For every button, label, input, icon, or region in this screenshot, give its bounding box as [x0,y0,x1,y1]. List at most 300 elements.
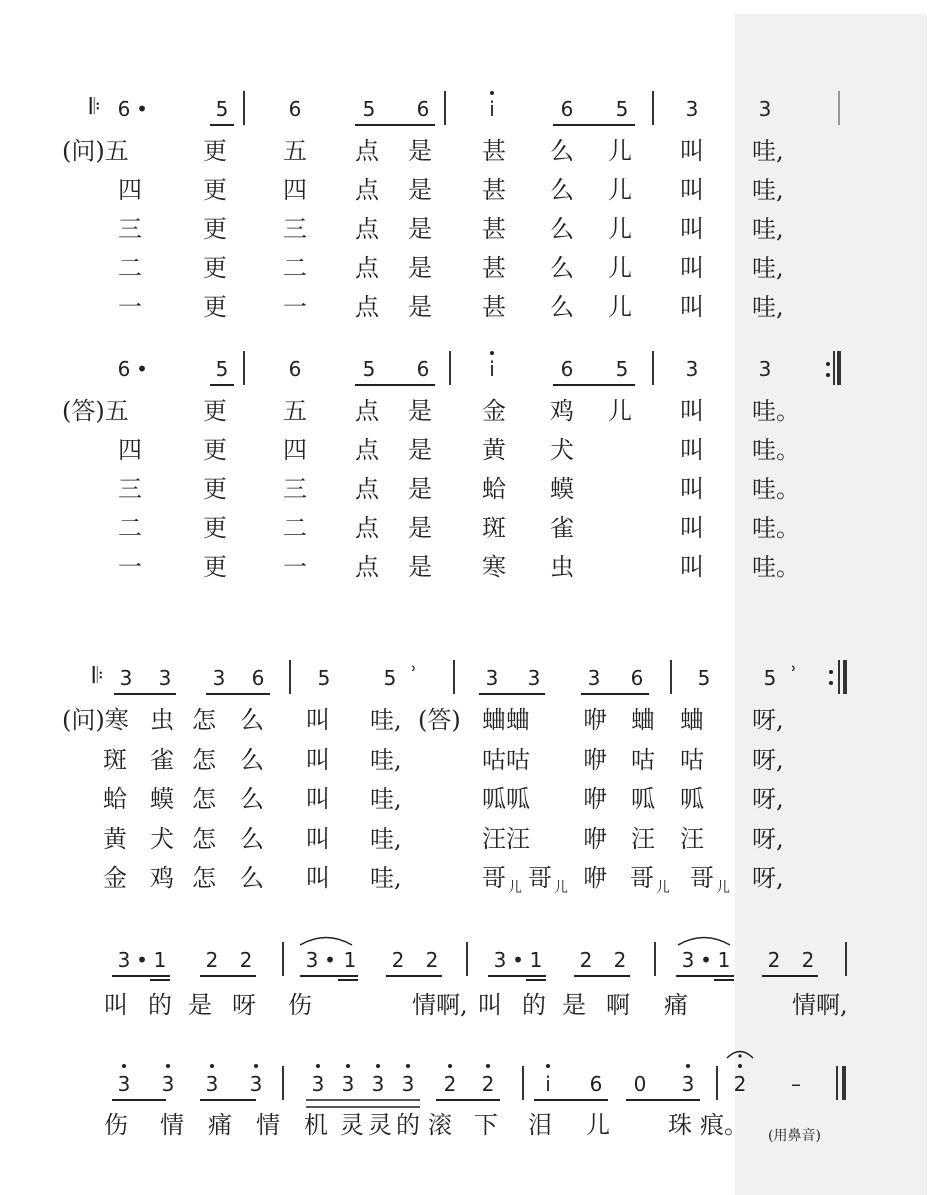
dot: • [136,97,148,121]
lyric: 珠 [668,1111,692,1139]
lyric: 是 [408,176,432,204]
lyric: 咿 [583,824,607,853]
lyric: 怎 [192,745,216,774]
lyric: (答) [418,706,461,734]
note: 1 [153,948,167,972]
note: 3 [758,357,772,381]
lyric: 么 [550,254,574,282]
note: 1 [717,948,731,972]
lyric: 哥 [528,864,552,892]
underline [526,979,546,981]
underline [676,975,734,977]
note: 2 [579,948,593,972]
note: • [512,948,524,972]
lyric: 黄 [103,824,127,853]
lyric: 哇, [370,824,402,853]
octave-dot [686,1064,690,1068]
lyric: (问)寒 [62,706,129,734]
lyric: 哥 [482,864,506,892]
lyric: 儿 [608,176,632,204]
lyric: 更 [203,254,227,282]
lyric: 五 [283,397,307,425]
underline [112,1099,166,1101]
lyric: 三 [118,215,142,243]
lyric: 下 [474,1111,498,1139]
lyric: 是 [408,514,432,542]
underline [338,979,358,981]
lyric: 叫 [680,475,704,503]
octave-dot [406,1064,410,1068]
note: 5 [615,357,629,381]
lyric: 蛐蛐 [482,706,530,734]
lyric: 哥 [690,864,714,892]
lyric: 哇。 [752,553,800,581]
lyric: 更 [203,553,227,581]
lyric: 黄 [482,436,506,464]
lyric: 雀 [150,745,174,774]
double-underline [306,1099,420,1108]
lyric: 情啊, [412,991,468,1019]
note: 2 [801,948,815,972]
octave-dot [486,1064,490,1068]
barline [449,351,451,385]
lyric: 哇, [752,176,784,204]
lyric: 么 [550,176,574,204]
lyric: 蛤 [103,785,127,813]
final-barline [842,1066,846,1100]
lyric: 呀, [752,864,784,892]
note: 3 [371,1072,385,1096]
note: 3 [161,1072,175,1096]
lyric: 儿 [554,880,568,896]
lyric: 蟆 [150,785,174,813]
lyric: 儿 [608,137,632,165]
lyric: 蛐 [631,706,655,734]
lyric: 一 [118,293,142,321]
lyric: 呀, [752,785,784,813]
lyric: 四 [283,436,307,464]
note: • [324,948,336,972]
note: 2 [733,1072,747,1096]
underline [626,1099,700,1101]
lyric: 叫 [680,254,704,282]
lyric: 虫 [150,706,174,734]
lyric: 五 [283,137,307,165]
barline [654,942,656,976]
lyric: 哇。 [752,397,800,425]
lyric: 么 [550,137,574,165]
note: 3 [493,948,507,972]
lyric: 咿 [583,785,607,813]
lyric: 更 [203,215,227,243]
lyric: 点 [355,475,379,503]
lyric: 哇, [370,745,402,774]
lyric: 四 [118,436,142,464]
lyric: 伤 [288,991,312,1019]
lyric: 情 [256,1111,280,1139]
lyric: (答)五 [62,397,129,425]
octave-dot [122,1064,126,1068]
underline [200,975,256,977]
lyric: 咕 [631,745,655,774]
note: 3 [311,1072,325,1096]
note: 5 [317,666,331,690]
lyric: 么 [240,824,264,853]
dot: • [136,357,148,381]
lyric: 犬 [550,436,574,464]
lyric: 儿 [716,880,730,896]
lyric: 怎 [192,785,216,813]
lyric: 甚 [482,254,506,282]
barline [838,91,840,125]
lyric: 情啊, [792,991,848,1019]
lyric: 呀, [752,706,784,734]
lyric: 儿 [608,397,632,425]
barline [466,942,468,976]
lyric: 叫 [306,864,330,892]
note: 3 [117,1072,131,1096]
barline [845,942,847,976]
lyric: 蟆 [550,475,574,503]
note: 3 [305,948,319,972]
lyric: 斑 [103,745,127,774]
lyric: 哇, [752,254,784,282]
octave-dot [166,1064,170,1068]
lyric: 犬 [150,824,174,853]
note: 6 [117,357,131,381]
lyric: 灵 [368,1111,392,1139]
octave-dot [738,1064,742,1068]
note: 3 [158,666,172,690]
lyric: 一 [118,553,142,581]
note: 6 [288,97,302,121]
underline [436,1099,500,1101]
lyric: 鸡 [550,397,574,425]
note: 3 [117,948,131,972]
end-repeat [833,351,835,385]
lyric: 痛 [664,991,688,1019]
note: 3 [685,97,699,121]
lyric: 呱 [631,785,655,813]
lyric: 是 [408,137,432,165]
lyric: 甚 [482,215,506,243]
lyric: 是 [562,991,586,1019]
note: 5 [383,666,397,690]
note: 3 [681,1072,695,1096]
note: 2 [205,948,219,972]
lyric: 二 [118,514,142,542]
lyric: 儿 [608,215,632,243]
lyric: 甚 [482,176,506,204]
rest-icon: ʾ [790,662,798,686]
note: 5 [763,666,777,690]
note: 6 [630,666,644,690]
octave-dot [376,1064,380,1068]
note: 6 [416,97,430,121]
note: 3 [758,97,772,121]
lyric: 儿 [608,254,632,282]
underline [200,1099,256,1101]
lyric: 甚 [482,293,506,321]
lyric: 点 [355,436,379,464]
lyric: 哇。 [752,514,800,542]
lyric: 是 [408,553,432,581]
lyric: 点 [355,514,379,542]
underline [762,975,818,977]
lyric: 点 [355,176,379,204]
lyric: 哇, [370,785,402,813]
lyric: 哥 [630,864,654,892]
lyric: 啊 [606,991,630,1019]
lyric: 咿 [583,745,607,774]
lyric: 一 [283,293,307,321]
lyric: 痕。 [700,1111,748,1139]
lyric: 怎 [192,864,216,892]
lyric: 更 [203,397,227,425]
note-high: i [489,97,495,121]
note: 6 [251,666,265,690]
barline [716,1066,718,1100]
barline [243,91,245,125]
lyric: 哇。 [752,475,800,503]
lyric: 叫 [104,991,128,1019]
final-barline [836,1066,838,1100]
octave-dot [210,1064,214,1068]
note: 3 [685,357,699,381]
lyric: 哇, [752,215,784,243]
barline [453,660,455,694]
lyric: 的 [396,1111,420,1139]
barline [652,91,654,125]
lyric: 叫 [306,785,330,813]
lyric: 呱 [680,785,704,813]
note: 5 [615,97,629,121]
lyric: 灵 [340,1111,364,1139]
lyric: 么 [240,706,264,734]
lyric: 是 [408,215,432,243]
note: 2 [767,948,781,972]
lyric: 伤 [104,1111,128,1139]
barline [289,660,291,694]
lyric: 更 [203,137,227,165]
barline [243,351,245,385]
music-score: 𝄆 6 • 5 6 5 6 i 6 5 3 3 (问)五 更 五 点 是 甚 么 儿 叫 哇, 四 更 四 点 是 甚 么 儿 叫 哇, 三 更 三 点 是 甚 么 儿 叫 哇, 二 更 二 点 是 甚 么 儿 叫 哇, 一 更 一 点 是 甚 么 儿 叫 哇, 6 • 5 6 5 6 i 6 5 3 3 (答)五 更 五 点 是 金 鸡 儿 叫 哇。 四 更 四 点 是 黄 犬 叫 哇。 三 更 三 点 是 蛤 蟆 叫 哇。 二 更 二 点 是 斑 雀 叫 哇。 一 更 一 点 是 寒 虫 叫 哇。 𝄆 3 3 3 6 5 5 ʾ 3 3 3 6 5 5 ʾ (问)寒 虫 怎 么 叫 哇, (答) 蛐蛐 咿 蛐 蛐 呀, 斑 雀 怎 么 叫 哇, 咕咕 咿 咕 咕 呀, 蛤 蟆 怎 么 叫 哇, 呱呱 咿 呱 呱 呀, 黄 犬 怎 么 叫 哇, 汪汪 咿 汪 汪 呀, 金 鸡 怎 么 叫 哇, 哥 儿 哥 儿 咿 哥 儿 哥 儿 呀, 3 • 1 2 2 3 • 1 2 2 3 • 1 2 2 3 • 1 2 2 叫 的 是 呀 伤 情啊, 叫 的 是 啊 痛 情啊, 3 3 3 3 3 3 3 3 2 2 i 6 0 3 2 – 伤 情 痛 情 机 灵 灵 的 滚 下 泪 儿 珠 痕。 (用鼻音) [0,0,940,1195]
lyric: 咿 [583,864,607,892]
note: 6 [117,97,131,121]
lyric: 三 [283,215,307,243]
lyric: 三 [118,475,142,503]
lyric: 鸡 [150,864,174,892]
lyric: 更 [203,436,227,464]
lyric: 三 [283,475,307,503]
lyric: 金 [482,397,506,425]
octave-dot [448,1064,452,1068]
underline [574,975,630,977]
lyric: 斑 [482,514,506,542]
note-high: i [489,357,495,381]
barline [670,660,672,694]
note: 3 [587,666,601,690]
lyric: 四 [283,176,307,204]
lyric: 叫 [680,215,704,243]
lyric: 叫 [680,176,704,204]
lyric: 点 [355,254,379,282]
lyric: 叫 [680,293,704,321]
note: 2 [239,948,253,972]
lyric: 二 [283,514,307,542]
note: 3 [681,948,695,972]
lyric: 是 [188,991,212,1019]
lyric: 叫 [306,824,330,853]
barline [282,942,284,976]
note: 3 [401,1072,415,1096]
lyric: 点 [355,293,379,321]
note: 3 [212,666,226,690]
octave-dot [254,1064,258,1068]
lyric: 更 [203,293,227,321]
lyric: 哇。 [752,436,800,464]
lyric: 更 [203,176,227,204]
lyric: 叫 [306,745,330,774]
note: 0 [633,1072,647,1096]
end-repeat [838,660,840,694]
note: 5 [697,666,711,690]
lyric: 点 [355,553,379,581]
barline [282,1066,284,1100]
lyric: 么 [240,785,264,813]
note: i [545,1072,551,1096]
lyric: 哇, [370,706,402,734]
lyric: 叫 [680,397,704,425]
barline [652,351,654,385]
note: 3 [119,666,133,690]
lyric: 呀, [752,745,784,774]
lyric: 么 [550,293,574,321]
lyric: (问)五 [62,137,129,165]
lyric: 叫 [478,991,502,1019]
underline [534,1099,608,1101]
lyric: 虫 [550,553,574,581]
lyric: 蛤 [482,475,506,503]
lyric: 泪 [528,1111,552,1139]
underline [488,975,546,977]
lyric: 咿 [583,706,607,734]
lyric: 叫 [306,706,330,734]
lyric: 点 [355,397,379,425]
lyric: 的 [148,991,172,1019]
annotation: (用鼻音) [768,1128,821,1144]
lyric: 是 [408,293,432,321]
note: 2 [613,948,627,972]
note: 5 [215,357,229,381]
lyric: 哇, [370,864,402,892]
note: • [700,948,712,972]
lyric: 的 [522,991,546,1019]
lyric: 金 [103,864,127,892]
lyric: 寒 [482,553,506,581]
lyric: 呀 [232,991,256,1019]
note: 6 [288,357,302,381]
lyric: 二 [118,254,142,282]
lyric: 叫 [680,436,704,464]
lyric: 叫 [680,514,704,542]
note: 2 [481,1072,495,1096]
lyric: 呱呱 [482,785,530,813]
lyric: 儿 [656,880,670,896]
note: 2 [425,948,439,972]
lyric: 蛐 [680,706,704,734]
note: 5 [362,357,376,381]
note: 1 [529,948,543,972]
note: 6 [560,357,574,381]
lyric: 情 [160,1111,184,1139]
lyric: 汪 [680,824,704,853]
note: 3 [341,1072,355,1096]
rest-icon: ʾ [410,662,418,686]
underline [150,979,170,981]
lyric: 是 [408,254,432,282]
note: 2 [443,1072,457,1096]
note: 3 [527,666,541,690]
underline [714,979,734,981]
lyric: 更 [203,514,227,542]
lyric: 更 [203,475,227,503]
lyric: 儿 [586,1111,610,1139]
note: 6 [416,357,430,381]
octave-dot [316,1064,320,1068]
barline [522,1066,524,1100]
lyric: 么 [550,215,574,243]
note: • [136,948,148,972]
lyric: 雀 [550,514,574,542]
lyric: 二 [283,254,307,282]
lyric: 汪 [631,824,655,853]
lyric: 是 [408,397,432,425]
lyric: 哇, [752,293,784,321]
note: 3 [249,1072,263,1096]
lyric: 机 [304,1111,328,1139]
lyric: 痛 [208,1111,232,1139]
underline [386,975,442,977]
lyric: 滚 [428,1111,452,1139]
note: 3 [485,666,499,690]
lyric: 是 [408,475,432,503]
note: 6 [589,1072,603,1096]
note: 2 [391,948,405,972]
lyric: 咕 [680,745,704,774]
lyric: 点 [355,215,379,243]
lyric: 儿 [508,880,522,896]
note: 1 [343,948,357,972]
note: 6 [560,97,574,121]
lyric: 怎 [192,824,216,853]
lyric: 么 [240,745,264,774]
barline [444,91,446,125]
lyric: 哇, [752,137,784,165]
lyric: 叫 [680,137,704,165]
lyric: 怎 [192,706,216,734]
lyric: 是 [408,436,432,464]
note: 3 [205,1072,219,1096]
lyric: 咕咕 [482,745,530,774]
note: 5 [362,97,376,121]
underline [112,975,170,977]
note: 5 [215,97,229,121]
lyric: 一 [283,553,307,581]
lyric: 甚 [482,137,506,165]
note: – [791,1072,801,1096]
octave-dot [546,1064,550,1068]
